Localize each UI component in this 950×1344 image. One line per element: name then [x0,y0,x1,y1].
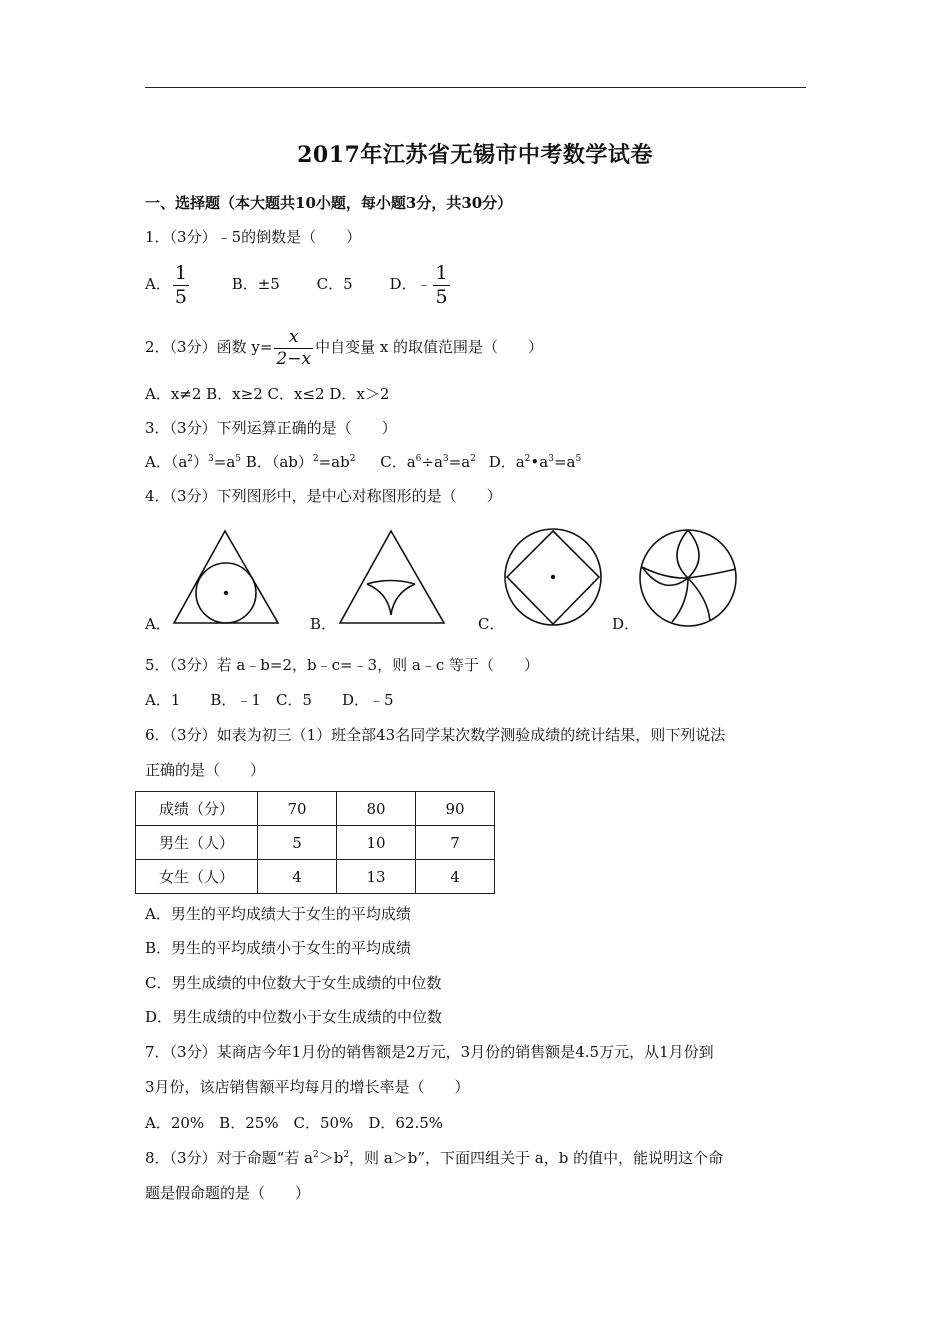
q4-figure-a [168,527,283,627]
header-rule [145,87,806,88]
q1-option-a-fraction [173,261,189,308]
q1-option-d-prefix: D．﹣ [389,275,432,293]
q7-stem-line1: 7．（3分）某商店今年1月份的销售额是2万元，3月份的销售额是4.5万元，从1月份到 [145,1043,714,1061]
table-cell: 5 [258,826,337,860]
page-title: 2017年江苏省无锡市中考数学试卷 [297,142,653,168]
table-cell: 4 [258,860,337,894]
table-cell: 女生（人） [136,860,258,894]
q1-option-a [145,262,191,307]
q3-option-a: A．$(a^2)^3=a^5$ [145,453,242,471]
q1-option-d-denominator: 5 [435,285,448,308]
q4-figure-b [334,527,449,627]
q4-label-a: A． [145,615,171,633]
q5-options: A．1 B．﹣1 C．5 D．﹣5 [145,691,394,709]
table-row [136,826,495,860]
q1-options [145,262,452,307]
table-cell: 13 [337,860,416,894]
q1-option-d [389,262,451,307]
q4-label-d: D． [612,615,640,633]
q3-option-b: B．$(ab)^2=ab^2$ [245,453,356,471]
q6-stem-line1: 6．（3分）如表为初三（1）班全部43名同学某次数学测验成绩的统计结果，则下列说法 [145,726,726,744]
q4-label-c: C． [478,615,505,633]
table-cell: 男生（人） [136,826,258,860]
q4-stem: 4．（3分）下列图形中，是中心对称图形的是（ ） [145,487,502,505]
q8-stem-line2: 题是假命题的是（ ） [145,1184,311,1202]
section-heading: 一、选择题（本大题共10小题，每小题3分，共30分） [145,194,513,212]
q6-stem-line2: 正确的是（ ） [145,761,266,779]
q3-stem: 3．（3分）下列运算正确的是（ ） [145,419,397,437]
q3-options [145,452,581,472]
q2-options: A．x≠2 B．x≥2 C．x≤2 D．x＞2 [145,385,390,403]
q6-option-d: D．男生成绩的中位数小于女生成绩的中位数 [145,1008,443,1026]
table-cell: 80 [337,792,416,826]
q6-option-b: B．男生的平均成绩小于女生的平均成绩 [145,939,412,957]
q1-option-b: B．±5 [231,275,280,293]
q3-option-c: C．$a^6\div a^3=a^2$ [380,453,476,471]
q1-stem: 1．（3分）﹣5的倒数是（ ） [145,228,362,246]
q4-figure-d [636,527,740,629]
table-row [136,860,495,894]
q7-options: A．20% B．25% C．50% D．62.5% [145,1114,444,1132]
table-cell: 4 [416,860,495,894]
q6-option-a: A．男生的平均成绩大于女生的平均成绩 [145,905,411,923]
table-header-row [136,792,495,826]
q2-stem-post: 中自变量 x 的取值范围是（ ） [315,338,544,356]
table-cell: 90 [416,792,495,826]
q1-option-a-denominator: 5 [174,285,187,308]
q2-stem-pre: 2．（3分）函数 y= [145,338,273,356]
q2-numerator: x [288,326,299,347]
q6-option-c: C．男生成绩的中位数大于女生成绩的中位数 [145,974,442,992]
table-cell: 成绩（分） [136,792,258,826]
q2-stem [145,325,543,369]
q2-function-fraction [274,326,313,369]
table-cell: 70 [258,792,337,826]
q1-option-d-fraction [433,261,449,308]
score-table [135,791,495,894]
q8-stem-line1: 8．（3分）对于命题“若 $a^2>b^2$，则 a＞b”，下面四组关于 a，b 的值中，能说明这个命 [145,1149,724,1167]
q2-denominator: 2−x [276,348,312,369]
table-cell: 10 [337,826,416,860]
table-cell: 7 [416,826,495,860]
q1-option-a-prefix: A． [145,275,171,293]
q1-option-a-numerator: 1 [174,261,187,284]
q1-option-c: C．5 [316,275,353,293]
q4-figure-c [500,527,606,629]
q5-stem: 5．（3分）若 a﹣b=2，b﹣c=﹣3，则 a﹣c 等于（ ） [145,656,540,674]
q4-label-b: B． [310,615,337,633]
q3-option-d: D．$a^2•a^3=a^5$ [488,453,582,471]
q7-stem-line2: 3月份，该店销售额平均每月的增长率是（ ） [145,1078,470,1096]
q1-option-d-numerator: 1 [435,261,448,284]
